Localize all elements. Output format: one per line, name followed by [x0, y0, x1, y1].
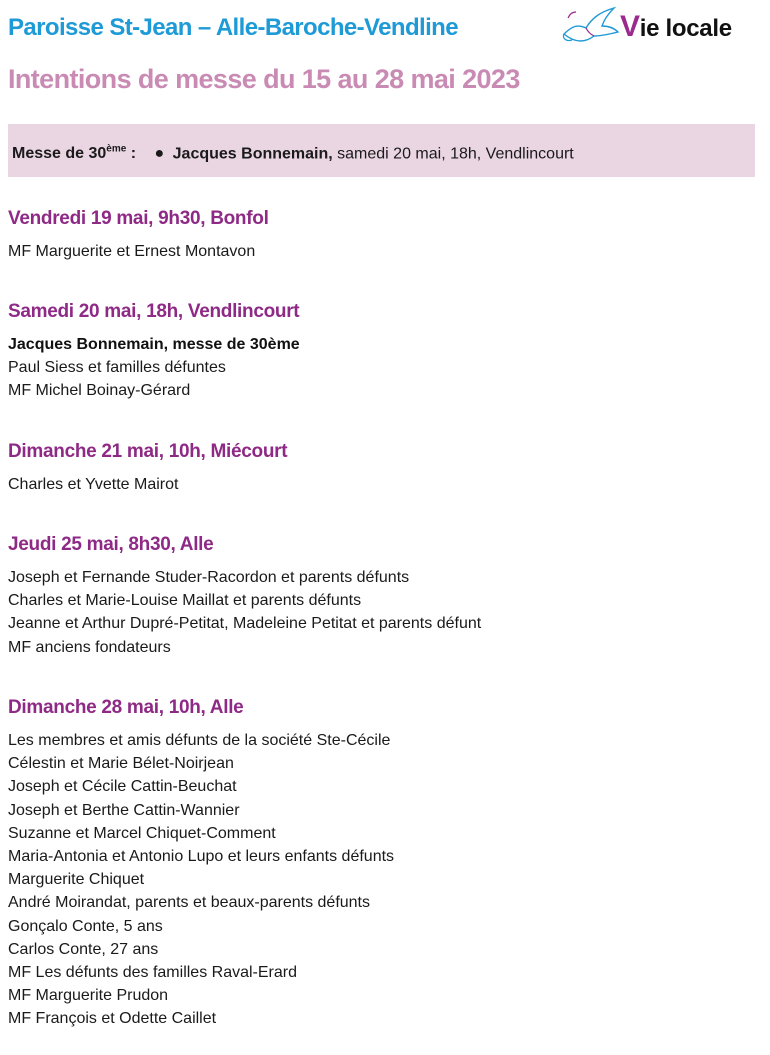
mass-section-dimanche-21	[8, 441, 758, 496]
list-item: Célestin et Marie Bélet-Noirjean	[8, 755, 234, 773]
logo-text	[620, 10, 732, 44]
section-heading: Dimanche 21 mai, 10h, Miécourt	[8, 441, 288, 462]
list-item: Joseph et Cécile Cattin-Beuchat	[8, 778, 237, 796]
vie-locale-logo	[558, 4, 758, 50]
section-heading: Dimanche 28 mai, 10h, Alle	[8, 697, 244, 718]
list-item: Charles et Yvette Mairot	[8, 476, 179, 493]
intention-list	[8, 333, 758, 403]
banner-label-text: Messe de 30	[12, 145, 107, 163]
banner-row	[12, 144, 574, 163]
list-item: Les membres et amis défunts de la société Ste-Cécile	[8, 732, 391, 749]
section-heading: Jeudi 25 mai, 8h30, Alle	[8, 534, 214, 555]
section-heading: Vendredi 19 mai, 9h30, Bonfol	[8, 208, 269, 229]
section-heading: Samedi 20 mai, 18h, Vendlincourt	[8, 301, 300, 322]
list-item: MF Marguerite Prudon	[8, 987, 169, 1005]
parish-name: Paroisse St-Jean – Alle-Baroche-Vendline	[8, 14, 458, 41]
list-item: MF Michel Boinay-Gérard	[8, 382, 191, 400]
mass-section-vendredi-19	[8, 208, 758, 263]
page-header	[8, 4, 758, 54]
list-item: Suzanne et Marcel Chiquet-Comment	[8, 824, 276, 842]
trentain-banner	[8, 124, 755, 177]
list-item: Charles et Marie-Louise Maillat et parents défunts	[8, 592, 362, 610]
list-item: Gonçalo Conte, 5 ans	[8, 917, 163, 935]
banner-label-sup: ème	[106, 144, 127, 155]
logo-rest: ie locale	[639, 15, 732, 42]
banner-label	[12, 145, 126, 162]
list-item: MF Les défunts des familles Raval-Erard	[8, 964, 297, 982]
banner-detail: samedi 20 mai, 18h, Vendlincourt	[332, 145, 574, 163]
list-item: Maria-Antonia et Antonio Lupo et leurs enfants défunts	[8, 848, 395, 866]
mass-section-dimanche-28	[8, 697, 758, 1031]
list-item: Joseph et Berthe Cattin-Wannier	[8, 801, 240, 819]
intention-list	[8, 729, 758, 1031]
list-item: Joseph et Fernande Studer-Racordon et parents défunts	[8, 569, 410, 586]
logo-initial: V	[620, 10, 640, 43]
dove-icon	[558, 4, 628, 50]
banner-separator: :	[130, 145, 137, 163]
list-item: MF François et Odette Caillet	[8, 1010, 217, 1028]
mass-section-samedi-20	[8, 301, 758, 403]
bullet-icon: ●	[154, 145, 165, 163]
mass-section-jeudi-25	[8, 534, 758, 659]
list-item: André Moirandat, parents et beaux-parents défunts	[8, 894, 370, 912]
intention-list	[8, 240, 758, 263]
list-item: Carlos Conte, 27 ans	[8, 940, 159, 958]
page-title: Intentions de messe du 15 au 28 mai 2023	[8, 64, 520, 94]
intention-list	[8, 473, 758, 496]
list-item: Marguerite Chiquet	[8, 871, 145, 889]
list-item: Jacques Bonnemain, messe de 30ème	[8, 336, 300, 353]
list-item: Paul Siess et familles défuntes	[8, 359, 226, 377]
list-item: MF anciens fondateurs	[8, 638, 171, 656]
banner-name: Jacques Bonnemain,	[172, 145, 333, 163]
list-item: MF Marguerite et Ernest Montavon	[8, 243, 256, 260]
intention-list	[8, 566, 758, 659]
list-item: Jeanne et Arthur Dupré-Petitat, Madeleine Petitat et parents défunt	[8, 615, 482, 633]
